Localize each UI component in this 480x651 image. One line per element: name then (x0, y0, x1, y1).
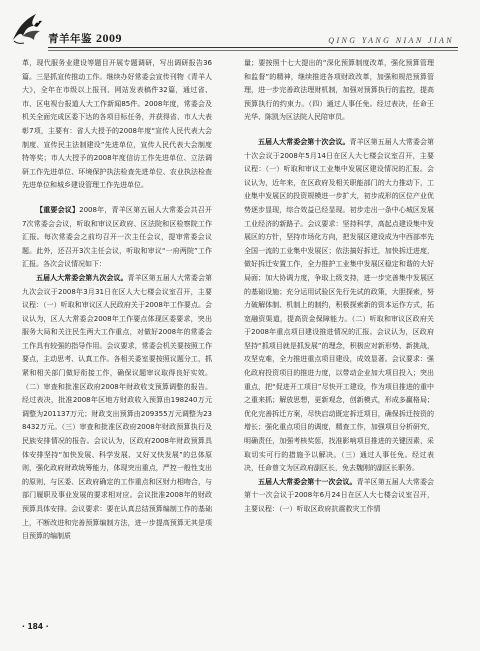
paragraph-meeting-9: 五届人大常委会第九次会议。青羊区第五届人大常委会第九次会议于2008年3月31日在区人大七楼会议室召开，主要议程：（一）听取和审议区人民政府关于2008年工作要点。会议认为，区人大常委会2008年工作要点体现区委要求，突出服务大局和关注民生两大工作重点，对做好2008年的常委会工作具有较强的指导作用。会议要求，常委会机关要按照工作要点，主动思考、认真工作。各相关委室要按照议题分工，抓紧和相关部门做好衔接工作，确保议题审议取得良好实效。（二）审查和批准区政府2008年财政收支预算调整的报告。经过表决，批准2008年区地方财政收入预算由198240万元调整为201137万元；财政支出预算由209355万元调整为238432万元。（三）审查和批准区政府2008年财政预算执行及民族安排情况的报告。会议认为，区政府2008年财政预算具体安排坚持“加快发展、科学发展、又好又快发展”的总体原则，强化政府财政统筹能力，体现突出重点，严控一般性支出的原则，与区委、区政府确定的工作重点和区财力相吻合，与部门履职及事业发展的要求相对应。会议批准2008年的财政预算具体安排。会议要求：要在认真总结预算编制工作的基础上，不断改进和完善预算编制方法，进一步提高预算无其是项目预算的编制质 (22, 273, 212, 541)
paragraph-meeting-10: 五届人大常委会第十次会议。青羊区第五届人大常委会第十次会议于2008年5月14日在区人大七楼会议室召开，主要议程：（一）听取和审议工业集中发展区建设情况的汇报。会议认为，近年来，在区政府及相关职能部门的大力推动下，工业集中发展区的投资规模进一步扩大，初步成形的区位产业优势逐步显现，综合效益已经显现。初步走出一条中心城区发展工业经济的新路子。会议要求：坚持科学，高起点建设集中发展区的方针，坚持市场化方向，把发展区建设成为中西部率先全国一流的工业集中发展区；依法搞好拆迁，加快拆迁进度，做好拆迁安置工作，全力推护工业集中发展区稳定和谐的大好局面；加大协调力度，争取上级支持，进一步完善集中发展区的基础设施；充分运用试验区先行先试的政策，大胆探索，努力破解体制、机制上的制约，积极探索新的资本运作方式，拓宽融资渠道，提高资金保障能力。（二）听取和审议区政府关于2008年重点项目建设推进情况的汇报。会议认为，区政府坚持“抓项目就是抓发展”的理念，积极应对新形势、新挑战，攻坚克难，全力推进重点项目建设，成效显著。会议要求：强化政府投资项目的推进力度，以带动企业加大项目投入；突出重点，把“促进开工项目”尽快开工建设，作为项目推进的重中之重来抓；解放思想，更新观念，创新模式，形成多赢格局；优化完善拆迁方案，尽快启动既定拆迁项目，确保拆迁按资的增长；强化重点项目的调度，精查工作，加强项目分析研究，明确责任，加强考核奖惩，找准影响项目推进的关键因素，采取切实可行的措施予以解决。（三）通过人事任免。经过表决，任命曾文为区政府副区长，免去魏刚的副区长职务。 (244, 137, 434, 473)
paragraph-important-meetings: 【重要会议】2008年，青羊区第五届人大常委会共召开7次常委会会议，听取和审议区政府、区法院和区检察院工作汇报。每次常委会之前均召开一次主任会议，提审常委会议题。此外，还召开3次主任会议，听取和审议“一府两院”工作汇报。各次会议情况如下： (22, 205, 212, 269)
header-rule-thin (48, 50, 458, 51)
left-column (22, 57, 212, 605)
meeting-11-heading: 五届人大常委会第十一次会议。 (258, 477, 357, 486)
section-heading-important-meetings: 【重要会议】 (36, 205, 80, 214)
meeting-10-heading: 五届人大常委会第十次会议。 (258, 137, 350, 146)
meeting-9-heading: 五届人大常委会第九次会议。 (36, 273, 128, 282)
page-number: · 184 · (22, 622, 49, 631)
paragraph-work-summary: 革，现代服务业建设等题目开展专题调研，写出调研报告36篇。三是抓宣传推动工作。继续办好常委会宣传刊物《青羊人大》，全年在市级以上报刊、网站发表稿件32篇，通过省、市、区电视台报道人大工作新闻85件。2008年度，常委会及机关全面完成区委下达的各项目标任务，并获得省、市人大表彰7项，主要有：省人大授予的2008年度“宣传人民代表大会制度、宣传民主法制建设”先进单位，宣传人民代表大会制度特等奖；市人大授予的2008年度信访工作先进单位、立法调研工作先进单位、环境保护执法检查先进单位、农业执法检查先进单位和城乡建设管理工作先进单位。 (22, 59, 212, 190)
header-rule (48, 47, 458, 48)
paragraph-meeting-11: 五届人大常委会第十一次会议。青羊区第五届人大常委会第十一次会议于2008年6月24日在区人大七楼会议室召开，主要议程：（一）听取区政府抗震救灾工作情 (244, 477, 434, 513)
right-column (244, 57, 434, 605)
paragraph-meeting-9-continued: 量；要按照十七大提出的“深化预算制度改革，强化预算管理和监督”的精神，继续推进各项财政改革，加强和规范预算管理，进一步完善政法理财机制，加强对预算执行的监控，提高预算执行的约束力。（四）通过人事任免。经过表决，任命王光华、陈凯为区法院人民陪审员。 (244, 59, 434, 122)
yearbook-title: 青羊年鉴 2009 (48, 31, 122, 45)
page-header (0, 0, 480, 52)
yearbook-pinyin: QING YANG NIAN JIAN (328, 36, 454, 45)
phoenix-logo-icon (10, 10, 44, 46)
